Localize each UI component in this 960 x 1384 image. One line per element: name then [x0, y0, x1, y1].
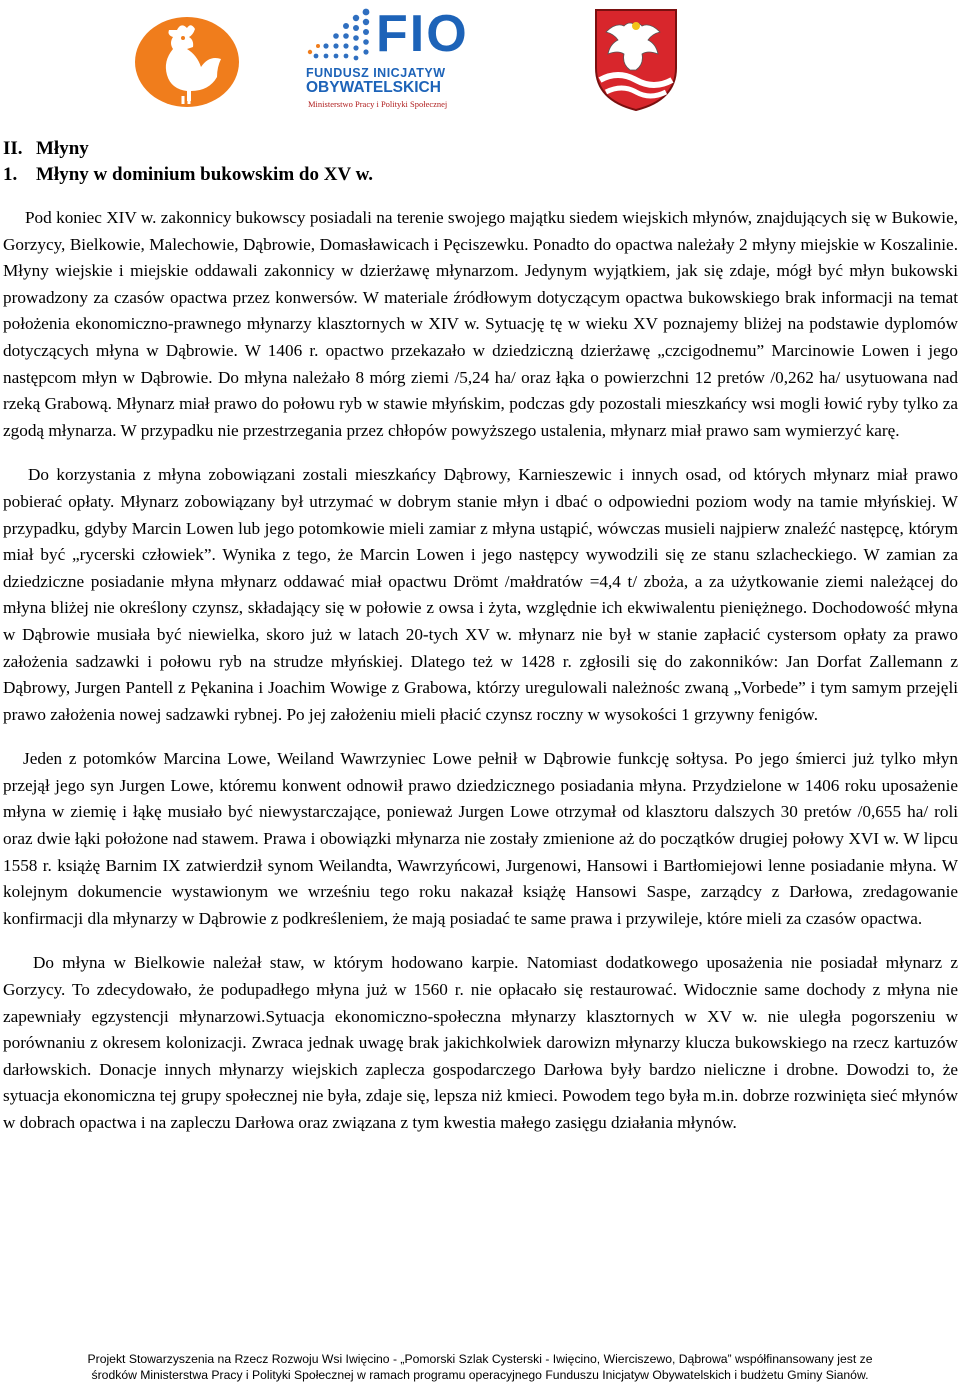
fio-line2: OBYWATELSKICH — [306, 79, 441, 96]
subsection-title: Młyny w dominium bukowskim do XV w. — [36, 164, 373, 185]
subsection-heading — [3, 162, 958, 188]
subsection-number: 1. — [3, 164, 18, 185]
fio-logo — [304, 6, 480, 110]
section-number: II. — [3, 138, 23, 159]
fio-ministry-line: Ministerstwo Pracy i Polityki Społecznej — [308, 99, 448, 109]
fio-letters: FIO — [376, 5, 469, 63]
footer-line-2: środków Ministerstwa Pracy i Polityki Społecznej w ramach programu operacyjnego Funduszu Inicjatyw Obywatelskich i budżetu Gminy Sianów. — [91, 1367, 869, 1382]
page-header — [0, 0, 960, 120]
rooster-logo-icon — [133, 10, 241, 108]
paragraph: Pod koniec XIV w. zakonnicy bukowscy posiadali na terenie swojego majątku siedem wiejskich młynów, znajdujących się w Bukowie, Gorzycy, Bielkowie, Malechowie, Dąbrowie, Domasławicach i Pęciszewku. Ponadto do opactwa należały 2 młyny miejskie w Koszalinie. Młyny wiejskie i miejskie oddawali zakonnicy w dzierżawę młynarzom. Jedynym wyjątkiem, jak się zdaje, mógł być młyn bukowski prowadzony za czasów opactwa przez konwersów. W materiale źródłowym dotyczącym opactwa bukowskiego brak informacji na temat położenia ekonomiczno-prawnego młynarzy klasztornych w XIV w. Sytuację tę w wieku XV poznajemy bliżej na podstawie dyplomów dotyczących młyna w Dąbrowie. W 1406 r. opactwo przekazało w dziedziczną dzierżawę „czcigodnemu” Marcinowie Lowen i jego następcom młyn w Dąbrowie. Do młyna należało 8 mórg ziemi /5,24 ha/ oraz łąka o powierzchni 12 pretów /0,262 ha/ usytuowana nad rzeką Grabową. Młynarz miał prawo do połowu ryb w stawie młyńskim, podczas gdy pozostali mieszkańcy wsi mogli łowić ryby tylko za zgodą młynarza. W przypadku nie przestrzegania przez chłopów powyższego ustalenia, młynarz miał prawo sam wymierzyć karę. — [3, 208, 958, 440]
fio-line1: FUNDUSZ INICJATYW — [306, 66, 446, 80]
footer-line-1: Projekt Stowarzyszenia na Rzecz Rozwoju Wsi Iwięcino - „Pomorski Szlak Cysterski - Iwięcino, Wierciszewo, Dąbrowa” współfinansowany jest ze — [87, 1352, 873, 1366]
section-title: Młyny — [36, 138, 89, 159]
coat-of-arms-icon — [592, 6, 680, 114]
paragraph: Jeden z potomków Marcina Lowe, Weiland Wawrzyniec Lowe pełnił w Dąbrowie funkcję sołtysa. Po jego śmierci już tylko młyn przejął jego syn Jurgen Lowe, któremu konwent odnowił prawo dziedzicznego posiadania młyna. Przydzielone w 1406 roku uposażenie młyna w ziemię i łąkę musiało być niewystarczające, ponieważ Jurgen Lowe otrzymał od klasztoru dalszych 30 pretów /0,655 ha/ roli oraz dwie łąki położone nad stawem. Prawa i obowiązki młynarza nie zostały zmienione aż do początków drugiej połowy XVI w. W lipcu 1558 r. książę Barnim IX zatwierdził synom Weilandta, Wawrzyńcowi, Jurgenowi, Hansowi i Bartłomiejowi lenne posiadanie młyna. W kolejnym dokumencie wystawionym we wrześniu tego roku nakazał książę Hansowi Saspe, zarządcy z Darłowa, zredagowanie konfirmacji dla młynarzy w Dąbrowie z podkreśleniem, że mają posiadać te same prawa i przywileje, które mieli za czasów opactwa. — [3, 749, 958, 928]
document-body — [3, 136, 958, 1137]
page-footer — [0, 1352, 960, 1383]
paragraph: Do korzystania z młyna zobowiązani zostali mieszkańcy Dąbrowy, Karnieszewic i innych osad, od których młynarz miał prawo pobierać opłaty. Młynarz zobowiązany był utrzymać w dobrym stanie młyn i dbać o odpowiedni poziom wody na tamie młyńskiej. W przypadku, gdyby Marcin Lowen lub jego potomkowie mieli zamiar z młyna ustąpić, wówczas musieli najpierw znaleźć następcę, którym miał być „rycerski człowiek”. Wynika z tego, że Marcin Lowen i jego następcy wywodzili się ze stanu szlacheckiego. W zamian za dziedziczne posiadanie młyna młynarz oddawać miał opactwu Drömt /małdratów =4,4 t/ zboża, a za użytkowanie ziemi należącej do młyna bliżej nie określony czynsz, składający się w połowie z owsa i żyta, względnie ich ekwiwalentu pieniężnego. Dochodowość młyna w Dąbrowie musiała być niewielka, skoro już w latach 20-tych XV w. młynarz nie był w stanie zapłacić cystersom opłaty za prawo założenia sadzawki i połowu ryb na strudze młyńskiej. Dlatego też w 1428 r. zgłosili się do zakonników: Jan Dorfat Zallemann z Dąbrowy, Jurgen Pantell z Pękanina i Joachim Wowige z Grabowa, którzy uregulowali należnośc zwaną „Vorbede” i tym samym przejęli prawo założenia nowej sadzawki rybnej. Po jej założeniu mieli płacić czynsz roczny w wysokości 1 grzywny fenigów. — [3, 465, 958, 724]
paragraph: Do młyna w Bielkowie należał staw, w którym hodowano karpie. Natomiast dodatkowego uposażenia nie posiadał młynarz z Gorzycy. To zdecydowało, że podupadłego młyna już w 1560 r. nie opłacało się restaurować. Widocznie same dochody z młyna nie zapewniały egzystencji młynarzowi.Sytuacja ekonomiczno-społeczna młynarzy klasztornych w XV w. nie uległa pogorszeniu w porównaniu z okresem kolonizacji. Zwraca jednak uwagę brak jakichkolwiek darowizn młynarzy klucza bukowskiego na rzecz kartuzów darłowskich. Donacje innych młynarzy wiejskich zaplecza gospodarczego Darłowa były bardzo nieliczne i drobne. Dowodzi to, że sytuacja ekonomiczna tej grupy społecznej nie była, zdaje się, lepsza niż kmieci. Powodem tego była m.in. dobrze rozwinięta sieć młynów w dobrach opactwa i na zapleczu Darłowa oraz związana z tym kwestia małego zasięgu działania młynów. — [3, 953, 958, 1132]
section-heading — [3, 136, 958, 162]
fio-dots-icon — [304, 6, 374, 62]
